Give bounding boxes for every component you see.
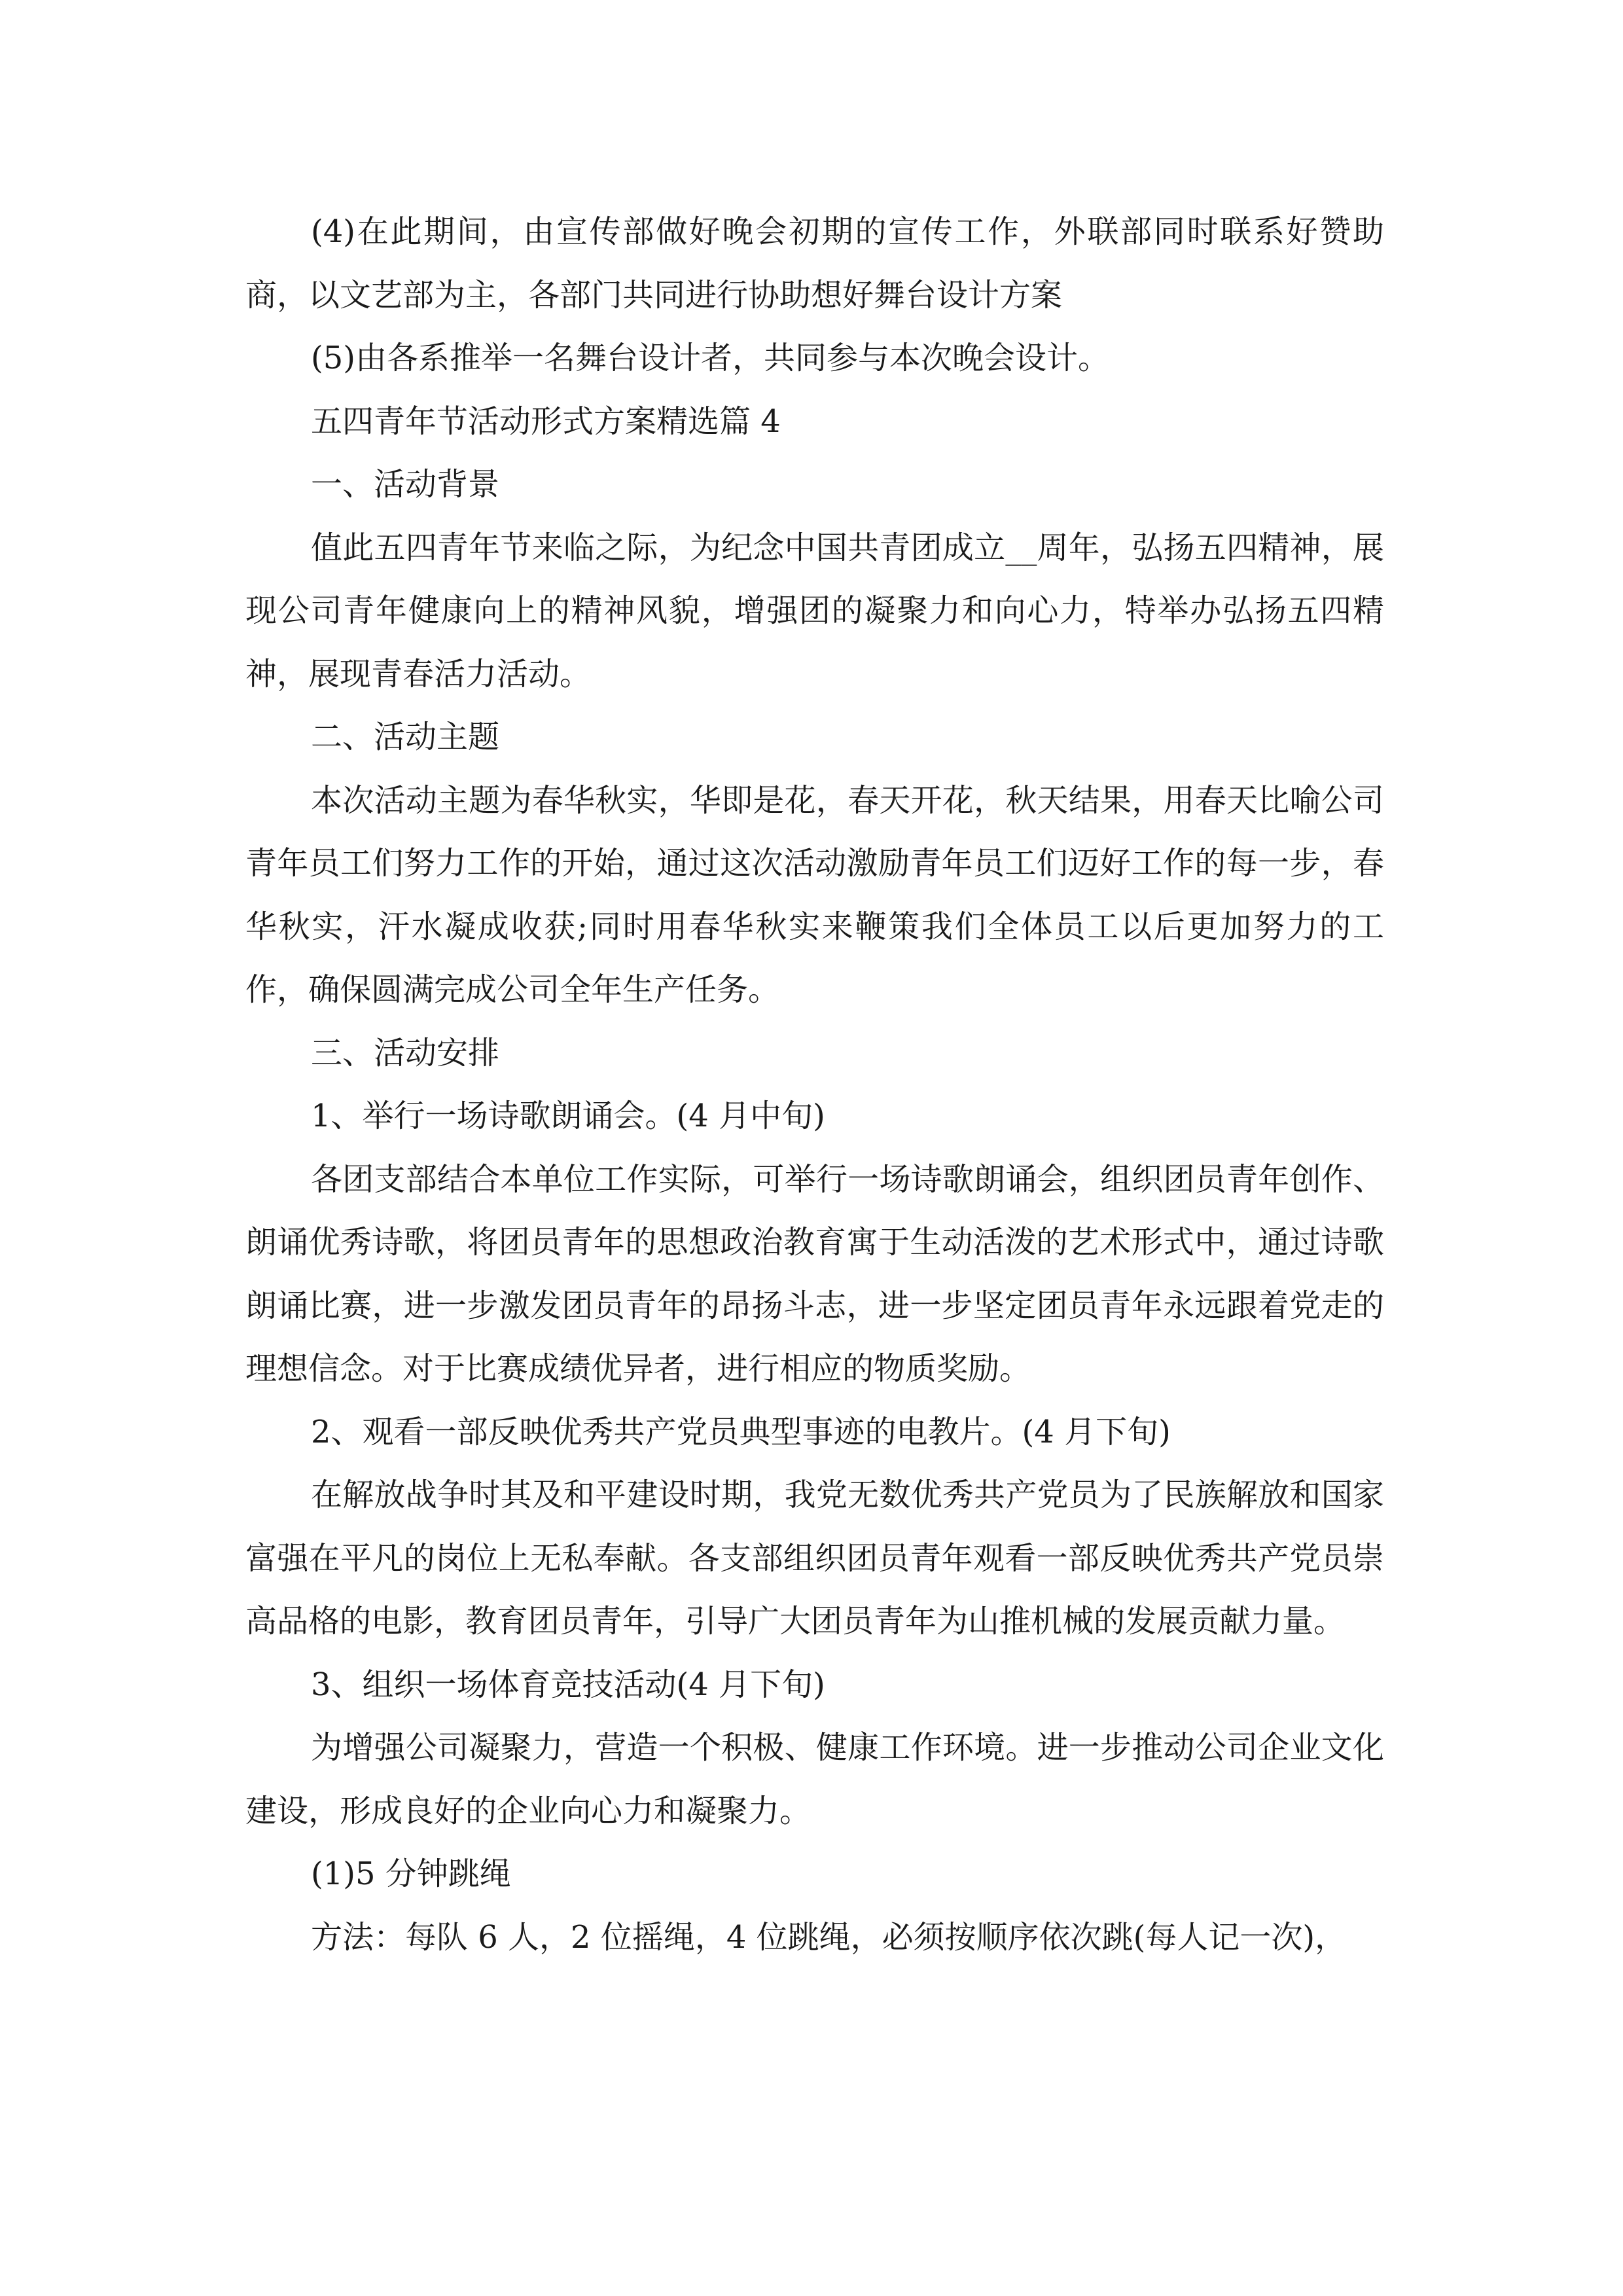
paragraph: 方法：每队 6 人，2 位摇绳，4 位跳绳，必须按顺序依次跳(每人记一次)， — [311, 1918, 1347, 1956]
paragraph: 为增强公司凝聚力，营造一个积极、健康工作环境。进一步推动公司企业文化建设，形成良好的企业向心力和凝聚力。 — [245, 1729, 1384, 1829]
paragraph: 值此五四青年节来临之际，为纪念中国共青团成立__周年，弘扬五四精神，展现公司青年健康向上的精神风貌，增强团的凝聚力和向心力，特举办弘扬五四精神，展现青春活力活动。 — [245, 529, 1384, 692]
subheading: (1)5 分钟跳绳 — [311, 1856, 511, 1892]
paragraph: 本次活动主题为春华秋实，华即是花，春天开花，秋天结果，用春天比喻公司青年员工们努力工作的开始，通过这次活动激励青年员工们迈好工作的每一步，春华秋实，汗水凝成收获;同时用春华秋实来鞭策我们全体员工以后更加努力的工作，确保圆满完成公司全年生产任务。 — [245, 781, 1384, 1008]
paragraph: (5)由各系推举一名舞台设计者，共同参与本次晚会设计。 — [311, 340, 1109, 376]
heading: 一、活动背景 — [311, 466, 500, 503]
subheading: 1、举行一场诗歌朗诵会。(4 月中旬) — [311, 1098, 825, 1134]
heading: 三、活动安排 — [311, 1034, 500, 1071]
subheading: 2、观看一部反映优秀共产党员典型事迹的电教片。(4 月下旬) — [311, 1413, 1171, 1450]
section-title: 五四青年节活动形式方案精选篇 4 — [311, 403, 781, 440]
paragraph: (4)在此期间，由宣传部做好晚会初期的宣传工作，外联部同时联系好赞助商，以文艺部为主，各部门共同进行协助想好舞台设计方案 — [245, 213, 1384, 314]
heading: 二、活动主题 — [311, 719, 500, 755]
subheading: 3、组织一场体育竞技活动(4 月下旬) — [311, 1666, 825, 1703]
paragraph: 各团支部结合本单位工作实际，可举行一场诗歌朗诵会，组织团员青年创作、朗诵优秀诗歌，将团员青年的思想政治教育寓于生动活泼的艺术形式中，通过诗歌朗诵比赛，进一步激发团员青年的昂扬斗志，进一步坚定团员青年永远跟着党走的理想信念。对于比赛成绩优异者，进行相应的物质奖励。 — [245, 1160, 1384, 1387]
paragraph: 在解放战争时其及和平建设时期，我党无数优秀共产党员为了民族解放和国家富强在平凡的岗位上无私奉献。各支部组织团员青年观看一部反映优秀共产党员崇高品格的电影，教育团员青年，引导广大团员青年为山推机械的发展贡献力量。 — [245, 1477, 1384, 1640]
document-body — [245, 200, 1384, 1969]
